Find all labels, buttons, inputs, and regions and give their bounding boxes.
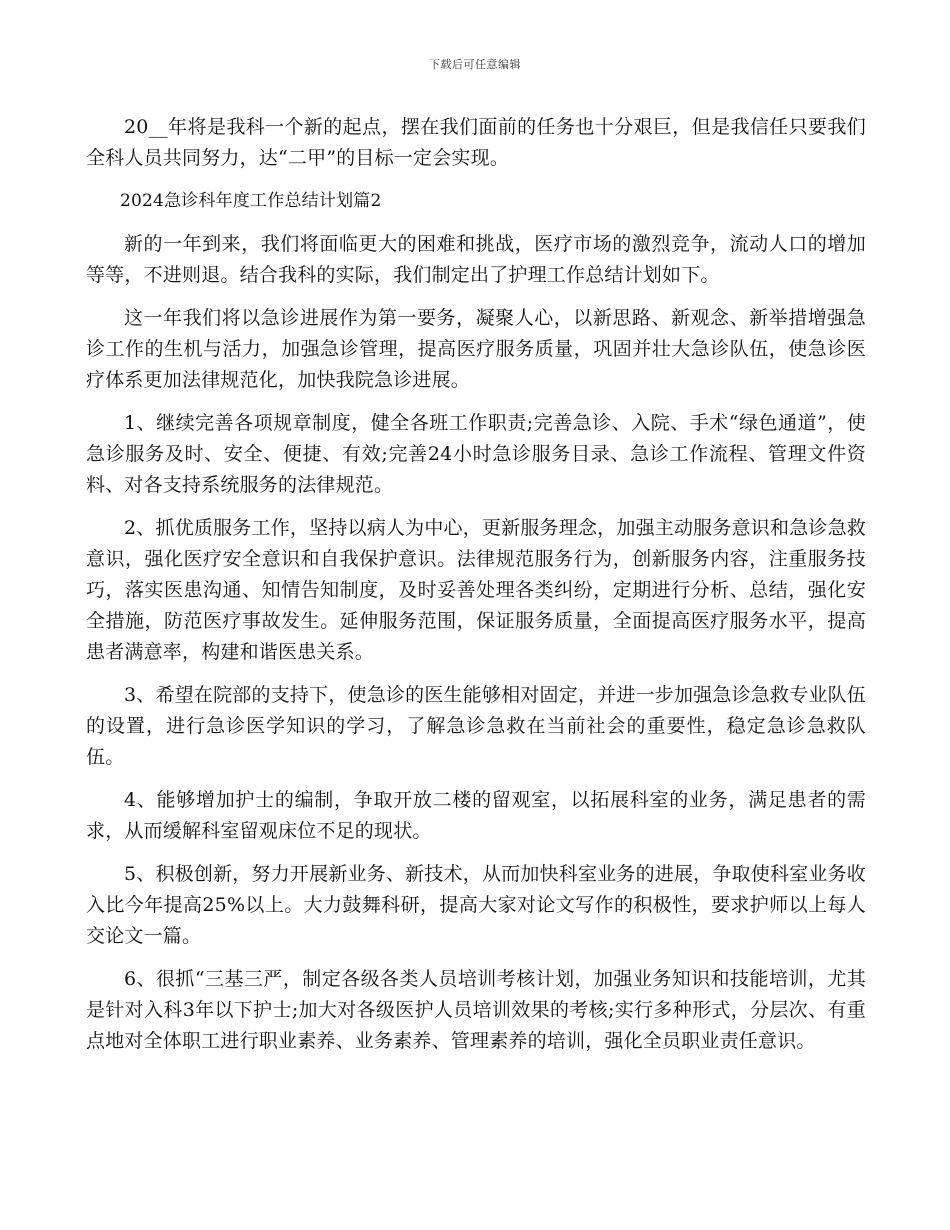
paragraph-item-4: 4、能够增加护士的编制，争取开放二楼的留观室，以拓展科室的业务，满足患者的需求，从而缓解科室留观床位不足的现状。: [86, 789, 866, 842]
page-header: 下载后可任意编辑: [429, 58, 521, 71]
paragraph-item-6: 6、很抓“三基三严，制定各级各类人员培训考核计划，加强业务知识和技能培训，尤其是针对入科3年以下护士;加大对各级医护人员培训效果的考核;实行多种形式，分层次、有重点地对全体职工进行职业素养、业务素养、管理素养的培训，强化全员职业责任意识。: [86, 968, 866, 1052]
paragraph-goals: 这一年我们将以急诊进展作为第一要务，凝聚人心，以新思路、新观念、新举措增强急诊工作的生机与活力，加强急诊管理，提高医疗服务质量，巩固并壮大急诊队伍，使急诊医疗体系更加法律规范化，加快我院急诊进展。: [86, 307, 866, 391]
paragraph-overview: 新的一年到来，我们将面临更大的困难和挑战，医疗市场的激烈竞争，流动人口的增加等等，不进则退。结合我科的实际，我们制定出了护理工作总结计划如下。: [86, 233, 866, 286]
paragraph-item-5: 5、积极创新，努力开展新业务、新技术，从而加快科室业务的进展，争取使科室业务收入比今年提高25%以上。大力鼓舞科研，提高大家对论文写作的积极性，要求护师以上每人交论文一篇。: [86, 863, 866, 947]
paragraph-item-1: 1、继续完善各项规章制度，健全各班工作职责;完善急诊、入院、手术“绿色通道”，使急诊服务及时、安全、便捷、有效;完善24小时急诊服务目录、急诊工作流程、管理文件资料、对各支持系统服务的法律规范。: [86, 412, 866, 496]
paragraph-item-3: 3、希望在院部的支持下，使急诊的医生能够相对固定，并进一步加强急诊急救专业队伍的设置，进行急诊医学知识的学习，了解急诊急救在当前社会的重要性，稳定急诊急救队伍。: [86, 684, 866, 768]
paragraph-item-2: 2、抓优质服务工作，坚持以病人为中心，更新服务理念，加强主动服务意识和急诊急救意识，强化医疗安全意识和自我保护意识。法律规范服务行为，创新服务内容，注重服务技巧，落实医患沟通、知情告知制度，及时妥善处理各类纠纷，定期进行分析、总结，强化安全措施，防范医疗事故发生。延伸服务范围，保证服务质量，全面提高医疗服务水平，提高患者满意率，构建和谐医患关系。: [86, 517, 866, 663]
document-body: [86, 112, 866, 1069]
paragraph-intro: 20__年将是我科一个新的起点，摆在我们面前的任务也十分艰巨，但是我信任只要我们全科人员共同努力，达“二甲”的目标一定会实现。: [86, 116, 866, 169]
section-title: 2024急诊科年度工作总结计划篇2: [120, 191, 382, 211]
